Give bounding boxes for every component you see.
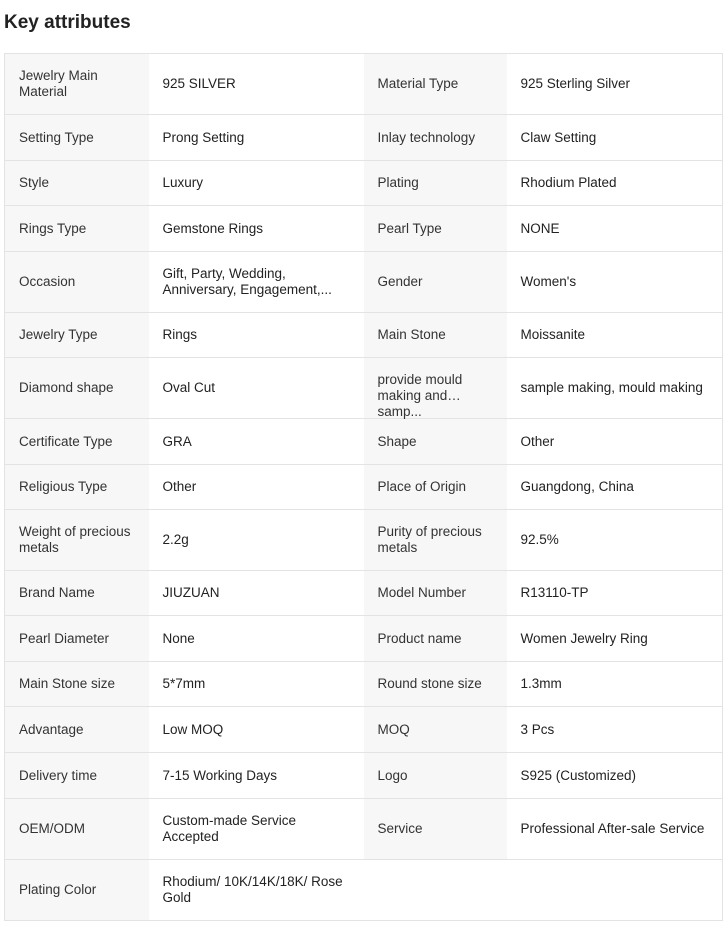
attribute-value: 925 Sterling Silver	[507, 54, 723, 115]
empty-cell	[507, 860, 723, 921]
attribute-value: 92.5%	[507, 510, 723, 571]
attribute-value: Rings	[149, 313, 364, 358]
attribute-value: GRA	[149, 419, 364, 465]
attribute-value: Rhodium Plated	[507, 161, 723, 206]
attribute-value: NONE	[507, 206, 723, 252]
table-row	[5, 161, 723, 206]
attribute-value: Women Jewelry Ring	[507, 616, 723, 662]
attribute-name: Model Number	[364, 571, 507, 616]
attribute-name: Logo	[364, 753, 507, 799]
table-row	[5, 313, 723, 358]
attribute-value: S925 (Customized)	[507, 753, 723, 799]
table-row	[5, 419, 723, 465]
attribute-name: Plating Color	[5, 860, 149, 921]
attribute-value: Gift, Party, Wedding, Anniversary, Engagement,...	[149, 252, 364, 313]
key-attributes-table	[4, 53, 723, 921]
attribute-name: Service	[364, 799, 507, 860]
attribute-name: Main Stone size	[5, 662, 149, 707]
table-row	[5, 465, 723, 510]
table-row	[5, 860, 723, 921]
table-row	[5, 115, 723, 161]
attribute-value: Women's	[507, 252, 723, 313]
table-row	[5, 54, 723, 115]
attribute-value: Rhodium/ 10K/14K/18K/ Rose Gold	[149, 860, 364, 921]
attribute-name: Certificate Type	[5, 419, 149, 465]
attribute-name: Religious Type	[5, 465, 149, 510]
attribute-value: JIUZUAN	[149, 571, 364, 616]
attribute-name: Pearl Diameter	[5, 616, 149, 662]
attribute-name: Product name	[364, 616, 507, 662]
attribute-name: Setting Type	[5, 115, 149, 161]
attribute-value: R13110-TP	[507, 571, 723, 616]
attribute-value: 925 SILVER	[149, 54, 364, 115]
attribute-name: Jewelry Main Material	[5, 54, 149, 115]
attribute-name: Jewelry Type	[5, 313, 149, 358]
attribute-value: 2.2g	[149, 510, 364, 571]
attribute-name: Gender	[364, 252, 507, 313]
attribute-name: Diamond shape	[5, 358, 149, 419]
attribute-value: 1.3mm	[507, 662, 723, 707]
attribute-name: Shape	[364, 419, 507, 465]
attribute-value: Claw Setting	[507, 115, 723, 161]
attribute-value: 5*7mm	[149, 662, 364, 707]
attribute-value: Other	[507, 419, 723, 465]
empty-cell	[364, 860, 507, 921]
attribute-name: Inlay technology	[364, 115, 507, 161]
attribute-value: Luxury	[149, 161, 364, 206]
key-attributes-body	[5, 54, 723, 921]
attribute-name: Main Stone	[364, 313, 507, 358]
attribute-value: Moissanite	[507, 313, 723, 358]
attribute-value: Prong Setting	[149, 115, 364, 161]
attribute-name: Advantage	[5, 707, 149, 753]
table-row	[5, 510, 723, 571]
attribute-value: 3 Pcs	[507, 707, 723, 753]
attribute-name: Brand Name	[5, 571, 149, 616]
attribute-name: Occasion	[5, 252, 149, 313]
table-row	[5, 753, 723, 799]
attribute-name: Pearl Type	[364, 206, 507, 252]
attribute-name: MOQ	[364, 707, 507, 753]
attribute-name: Plating	[364, 161, 507, 206]
attribute-value: Low MOQ	[149, 707, 364, 753]
table-row	[5, 571, 723, 616]
attribute-value: Guangdong, China	[507, 465, 723, 510]
attribute-value: Oval Cut	[149, 358, 364, 419]
attribute-value: None	[149, 616, 364, 662]
table-row	[5, 662, 723, 707]
attribute-value: Gemstone Rings	[149, 206, 364, 252]
attribute-value: Other	[149, 465, 364, 510]
attribute-value: Custom-made Service Accepted	[149, 799, 364, 860]
attribute-value: sample making, mould making	[507, 358, 723, 419]
table-row	[5, 358, 723, 419]
table-row	[5, 206, 723, 252]
attribute-name: Round stone size	[364, 662, 507, 707]
attribute-name: Material Type	[364, 54, 507, 115]
section-title: Key attributes	[4, 12, 131, 33]
attribute-name: provide mould making and samp...	[364, 358, 507, 419]
attribute-name: Rings Type	[5, 206, 149, 252]
attribute-name: Purity of precious metals	[364, 510, 507, 571]
attribute-name: Style	[5, 161, 149, 206]
attribute-name: Weight of precious metals	[5, 510, 149, 571]
attribute-name: Place of Origin	[364, 465, 507, 510]
attribute-value: 7-15 Working Days	[149, 753, 364, 799]
table-row	[5, 707, 723, 753]
table-row	[5, 252, 723, 313]
attribute-name: OEM/ODM	[5, 799, 149, 860]
attribute-value: Professional After-sale Service	[507, 799, 723, 860]
table-row	[5, 616, 723, 662]
attribute-name: Delivery time	[5, 753, 149, 799]
table-row	[5, 799, 723, 860]
